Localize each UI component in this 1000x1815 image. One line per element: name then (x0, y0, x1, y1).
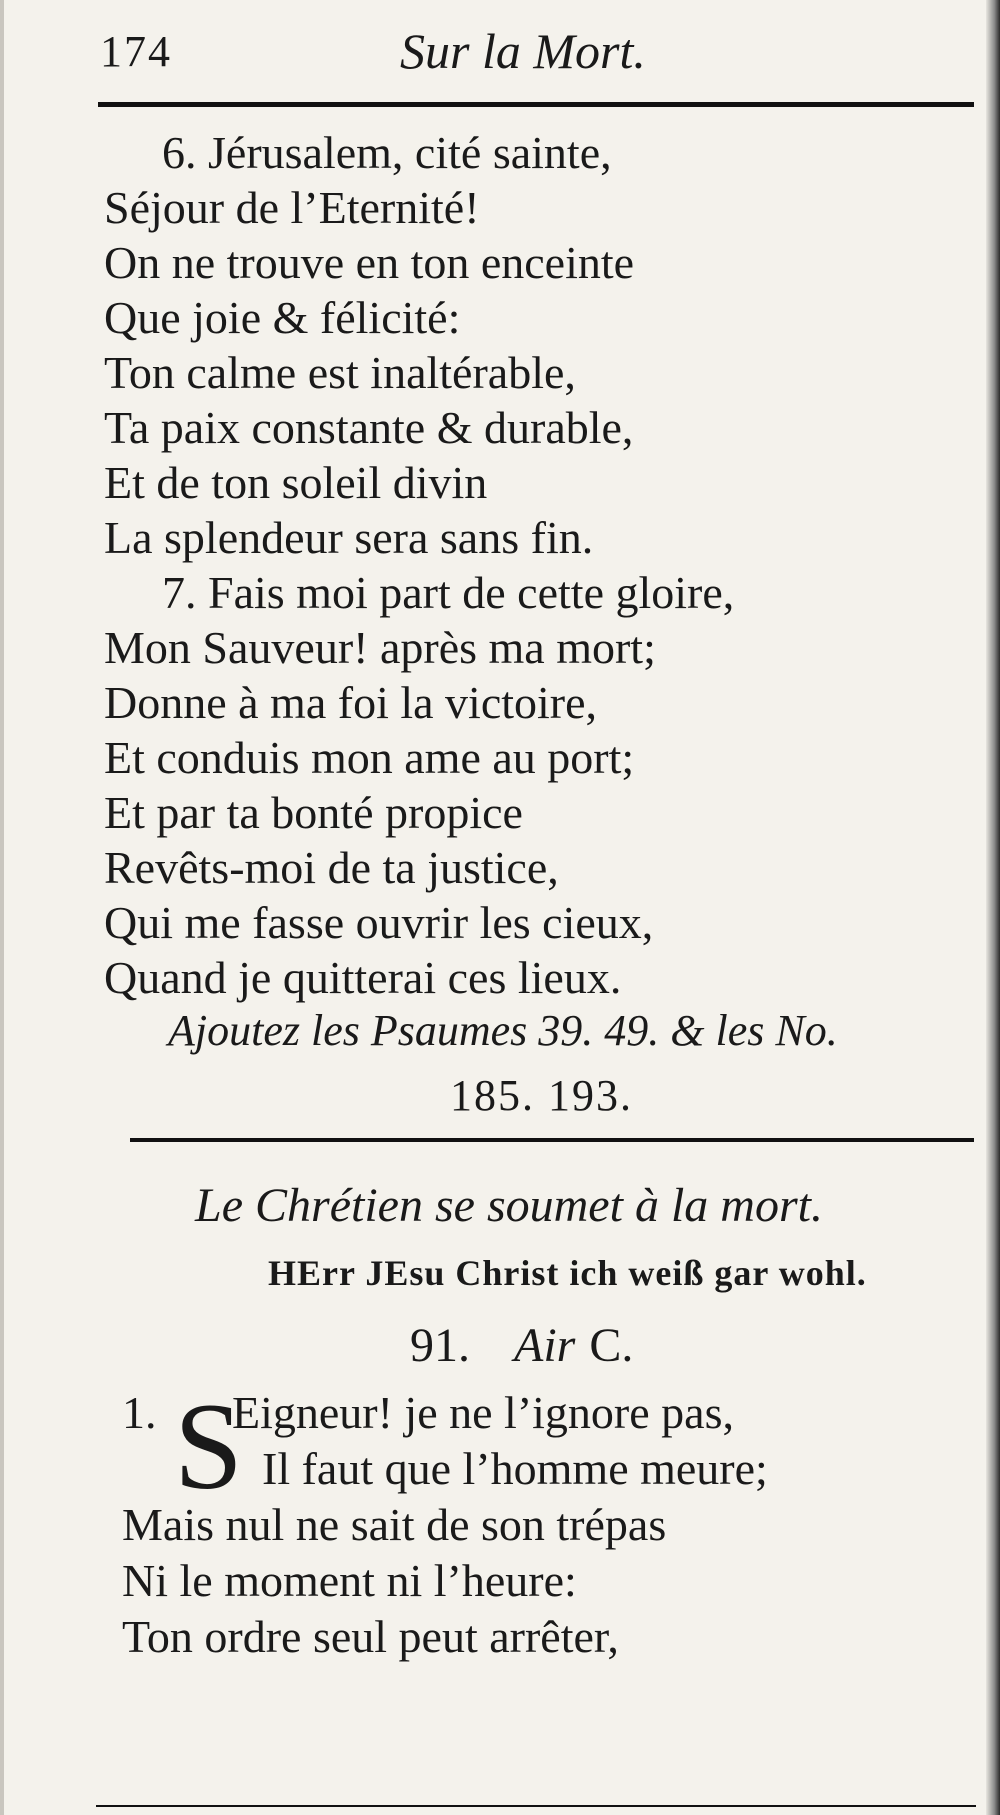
hymn-number: 91. (410, 1319, 470, 1372)
stanza-number: 1. (122, 1387, 157, 1438)
page-right-edge (986, 0, 1000, 1815)
verse-line: Ni le moment ni l’heure: (122, 1555, 577, 1606)
melody-title: HErr JEsu Christ ich weiß gar wohl. (268, 1253, 867, 1293)
verse-line: Mais nul ne sait de son trépas (122, 1499, 667, 1550)
verse-line: Revêts-moi de ta justice, (104, 842, 559, 893)
verse-line: Ton calme est inaltérable, (104, 347, 576, 398)
tune-letter: C. (589, 1319, 634, 1372)
hymn-title: Le Chrétien se soumet à la mort. (195, 1179, 823, 1232)
verse-7 (104, 565, 984, 1005)
section-rule (130, 1138, 974, 1142)
verse-line: Ta paix constante & durable, (104, 402, 634, 453)
drop-cap: S (174, 1378, 243, 1515)
verse-line: La splendeur sera sans fin. (104, 512, 594, 563)
verse-line: Quand je quitterai ces lieux. (104, 952, 622, 1003)
verse-6 (104, 125, 984, 565)
verse-line: Qui me fasse ouvrir les cieux, (104, 897, 654, 948)
verse-line: 7. Fais moi part de cette gloire, (162, 567, 735, 618)
page-header (100, 18, 960, 88)
page-number: 174 (100, 27, 172, 76)
verse-line: Eigneur! je ne l’ignore pas, (232, 1387, 734, 1438)
verse-line: Et par ta bonté propice (104, 787, 523, 838)
header-rule (98, 102, 974, 107)
verse-line: Il faut que l’homme meure; (262, 1443, 768, 1494)
verse-line: Séjour de l’Eternité! (104, 182, 480, 233)
verse-line: Donne à ma foi la victoire, (104, 677, 598, 728)
hymn-number-line (410, 1318, 633, 1373)
verse-line: Que joie & félicité: (104, 292, 461, 343)
verse-line: Ton ordre seul peut arrêter, (122, 1611, 619, 1662)
verse-line: On ne trouve en ton enceinte (104, 237, 635, 288)
running-title: Sur la Mort. (400, 23, 646, 79)
footer-rule (96, 1805, 976, 1807)
cross-reference-numbers: 185. 193. (450, 1071, 633, 1120)
cross-reference-note: Ajoutez les Psaumes 39. 49. & les No. (168, 1006, 838, 1055)
verse-line: Et conduis mon ame au port; (104, 732, 635, 783)
air-label: Air (514, 1319, 576, 1372)
page-left-edge (0, 0, 4, 1815)
verse-line: Et de ton soleil divin (104, 457, 488, 508)
stanza-first-line (122, 1385, 982, 1441)
verse-line: Mon Sauveur! après ma mort; (104, 622, 656, 673)
stanza-1 (122, 1378, 982, 1665)
verse-line: 6. Jérusalem, cité sainte, (162, 127, 612, 178)
